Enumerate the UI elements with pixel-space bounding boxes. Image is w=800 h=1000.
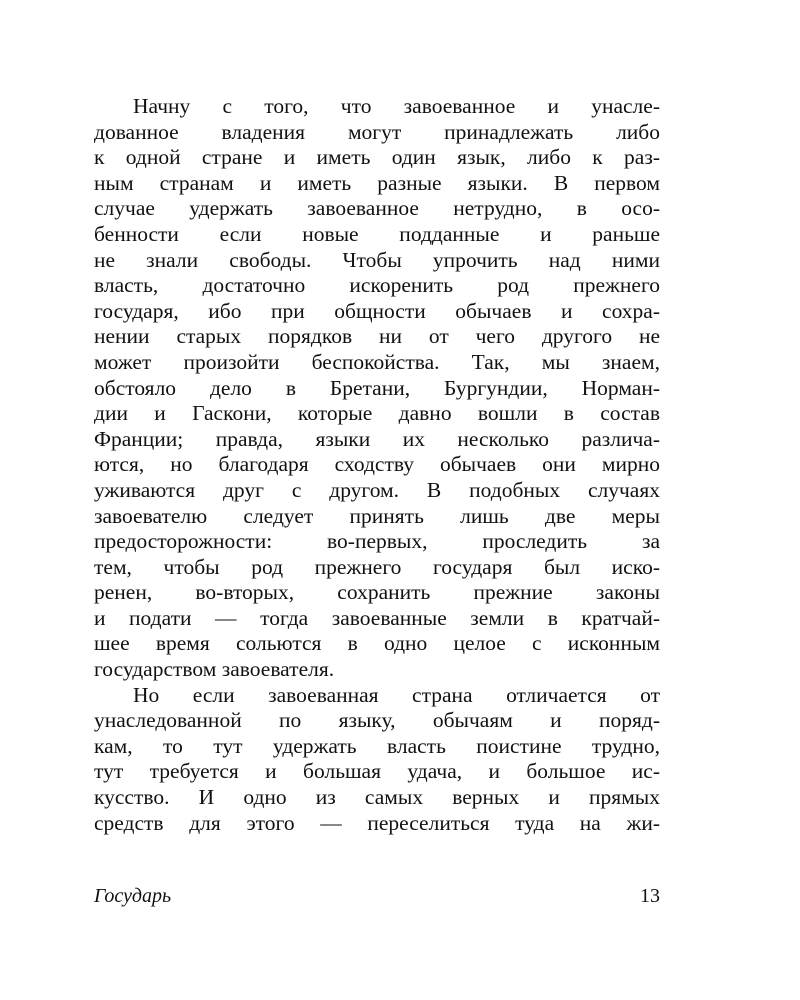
- running-title: Государь: [94, 885, 172, 907]
- text-line: завоевателю следует принять лишь две меры: [94, 503, 660, 528]
- text-line: может произойти беспокойства. Так, мы знаем,: [94, 349, 660, 374]
- page-footer: [94, 885, 660, 913]
- text-line: унаследованной по языку, обычаям и поряд-: [94, 708, 660, 733]
- text-line: бенности если новые подданные и раньше: [94, 221, 660, 246]
- text-line: уживаются друг с другом. В подобных случаях: [94, 477, 660, 502]
- text-line: кусство. И одно из самых верных и прямых: [94, 785, 660, 810]
- text-line: государством завоевателя.: [94, 657, 335, 682]
- text-line: дии и Гаскони, которые давно вошли в состав: [94, 401, 660, 426]
- text-line: ным странам и иметь разные языки. В первом: [94, 170, 660, 195]
- text-line: обстояло дело в Бретани, Бургундии, Норман-: [94, 375, 660, 400]
- text-line: власть, достаточно искоренить род прежнего: [94, 273, 660, 298]
- text-line: дованное владения могут принадлежать либо: [94, 119, 660, 144]
- text-line: нении старых порядков ни от чего другого не: [94, 324, 660, 349]
- text-line: случае удержать завоеванное нетрудно, в осо-: [94, 196, 660, 221]
- text-line: Начну с того, что завоеванное и унаслe-: [133, 94, 660, 118]
- text-line: шее время сольются в одно целое с исконным: [94, 631, 660, 656]
- text-line: и подати — тогда завоеванные земли в кратчай-: [94, 605, 660, 630]
- body-text: [94, 94, 660, 836]
- text-line: предосторожности: во-первых, проследить за: [94, 529, 660, 554]
- text-line: средств для этого — переселиться туда на жи-: [94, 810, 660, 835]
- text-line: ренен, во-вторых, сохранить прежние законы: [94, 580, 660, 605]
- text-line: ются, но благодаря сходству обычаев они мирно: [94, 452, 660, 477]
- text-line: Франции; правда, языки их несколько различа-: [94, 426, 660, 451]
- text-line: кам, то тут удержать власть поистине трудно,: [94, 733, 660, 758]
- text-line: тут требуется и большая удача, и большое ис-: [94, 759, 660, 784]
- text-line: тем, чтобы род прежнего государя был иско-: [94, 554, 660, 579]
- text-line: государя, ибо при общности обычаев и сохра-: [94, 298, 660, 323]
- page-number: 13: [640, 885, 660, 907]
- text-line: к одной стране и иметь один язык, либо к раз-: [94, 145, 660, 170]
- text-line: Но если завоеванная страна отличается от: [133, 682, 660, 707]
- text-line: не знали свободы. Чтобы упрочить над ними: [94, 247, 660, 272]
